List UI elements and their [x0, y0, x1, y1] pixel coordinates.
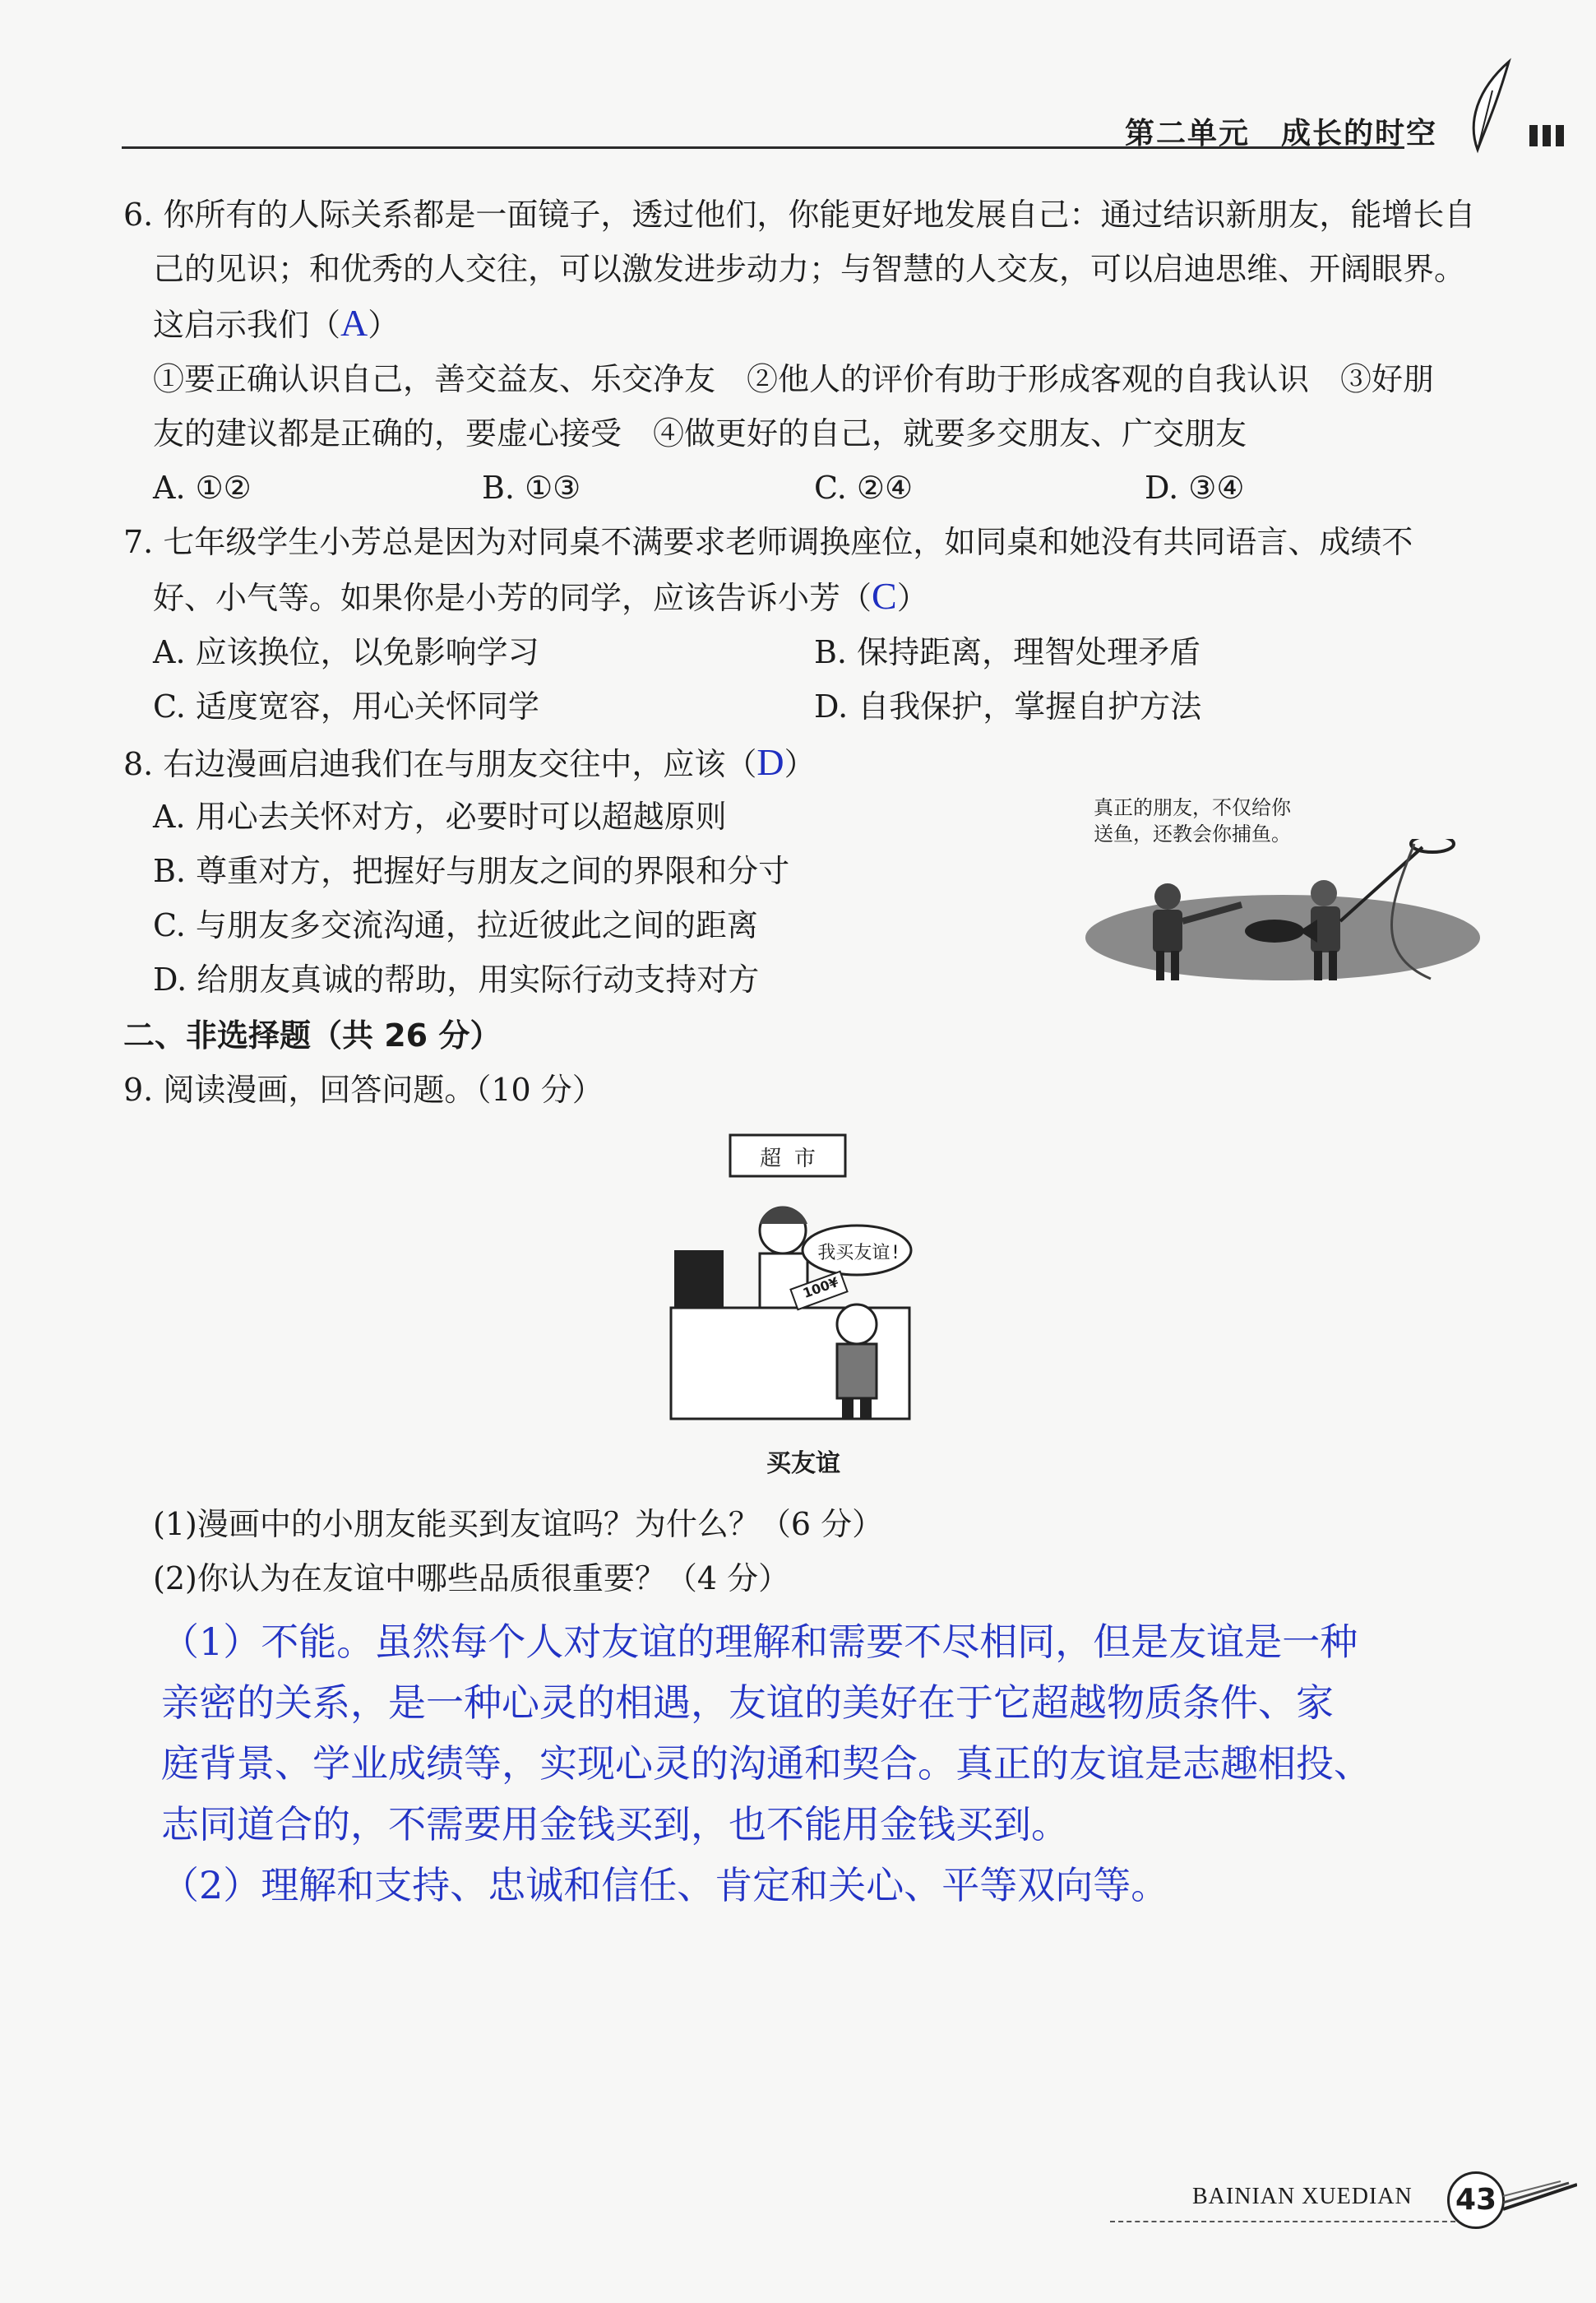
cartoon-caption: 买友谊: [766, 1449, 840, 1478]
fishing-illustration: [1077, 839, 1480, 987]
answer-line-5: （2）理解和支持、忠诚和信任、肯定和关心、平等双向等。: [161, 1863, 1169, 1907]
q8-close-paren: ）: [784, 746, 816, 782]
q7-option-c: C. 适度宽容，用心关怀同学: [153, 688, 539, 725]
q8-stem: 8. 右边漫画启迪我们在与朋友交往中，应该（: [123, 746, 757, 782]
header-bar-3: [1556, 125, 1564, 146]
cartoon-caption-1: 真正的朋友，不仅给你: [1094, 796, 1291, 819]
speech-bubble-text: 我买友谊!: [817, 1243, 901, 1263]
q9-stem: 9. 阅读漫画，回答问题。（10 分）: [123, 1072, 604, 1108]
footer-swoosh-icon: [1503, 2176, 1577, 2217]
header-bar-2: [1543, 125, 1551, 146]
q7-option-d: D. 自我保护，掌握自护方法: [814, 688, 1202, 725]
footer-rule: [1110, 2221, 1455, 2222]
feather-pen-icon: [1460, 58, 1525, 156]
header-bar-1: [1529, 125, 1538, 146]
answer-line-1: （1）不能。虽然每个人对友谊的理解和需要不尽相同，但是友谊是一种: [161, 1620, 1358, 1664]
q8-option-d: D. 给朋友真诚的帮助，用实际行动支持对方: [153, 962, 760, 998]
q6-option-b: B. ①③: [482, 470, 581, 506]
q9-sub-2: (2)你认为在友谊中哪些品质很重要？（4 分）: [153, 1560, 790, 1596]
q8-answer: D: [756, 741, 784, 783]
answer-line-2: 亲密的关系，是一种心灵的相遇，友谊的美好在于它超越物质条件、家: [161, 1680, 1334, 1725]
q6-answer: A: [340, 302, 368, 344]
q6-line-4: ①要正确认识自己，善交益友、乐交净友 ②他人的评价有助于形成客观的自我认识 ③好朋: [153, 361, 1435, 397]
q9-sub-1: (1)漫画中的小朋友能买到友谊吗？为什么？（6 分）: [153, 1506, 884, 1542]
q6-option-a: A. ①②: [153, 470, 252, 506]
answer-line-4: 志同道合的，不需要用金钱买到，也不能用金钱买到。: [161, 1802, 1069, 1847]
q7-close-paren: ）: [896, 580, 928, 616]
q6-option-d: D. ③④: [1145, 470, 1245, 506]
unit-title: 第二单元 成长的时空: [1125, 117, 1438, 151]
q7-stem-end: 好、小气等。如果你是小芳的同学，应该告诉小芳（: [153, 580, 872, 616]
section-2-title: 二、非选择题（共 26 分）: [123, 1017, 502, 1054]
q8-line-1: [123, 735, 816, 791]
sign-text: 超 市: [760, 1147, 816, 1171]
q8-option-c: C. 与朋友多交流沟通，拉近彼此之间的距离: [153, 907, 758, 943]
supermarket-cartoon: [668, 1127, 914, 1423]
q7-answer: C: [872, 575, 897, 617]
q7-option-a: A. 应该换位，以免影响学习: [153, 634, 539, 670]
q8-option-a: A. 用心去关怀对方，必要时可以超越原则: [153, 799, 727, 835]
q6-option-c: C. ②④: [814, 470, 914, 506]
footer-brand: BAINIAN XUEDIAN: [1192, 2184, 1413, 2209]
page-number: 43: [1447, 2171, 1505, 2229]
q6-line-2: 己的见识；和优秀的人交往，可以激发进步动力；与智慧的人交友，可以启迪思维、开阔眼界。: [153, 251, 1466, 287]
q6-close-paren: ）: [368, 307, 400, 343]
q6-line-1: 6. 你所有的人际关系都是一面镜子，透过他们，你能更好地发展自己：通过结识新朋友，能增长自: [123, 197, 1476, 233]
q6-line-5: 友的建议都是正确的，要虚心接受 ④做更好的自己，就要多交朋友、广交朋友: [153, 415, 1247, 452]
q7-line-1: 7. 七年级学生小芳总是因为对同桌不满要求老师调换座位，如同桌和她没有共同语言、成绩不: [123, 524, 1413, 560]
money-label: 100¥: [800, 1273, 841, 1302]
fishing-cartoon: [1077, 790, 1480, 987]
q6-stem-end: 这启示我们（: [153, 307, 341, 343]
q7-line-2: [153, 569, 928, 625]
q8-option-b: B. 尊重对方，把握好与朋友之间的界限和分寸: [153, 853, 790, 889]
cartoon-caption-2: 送鱼，还教会你捕鱼。: [1094, 822, 1291, 846]
q6-line-3: [153, 296, 399, 352]
answer-line-3: 庭背景、学业成绩等，实现心灵的沟通和契合。真正的友谊是志趣相投、: [161, 1741, 1372, 1786]
q7-option-b: B. 保持距离，理智处理矛盾: [814, 634, 1201, 670]
